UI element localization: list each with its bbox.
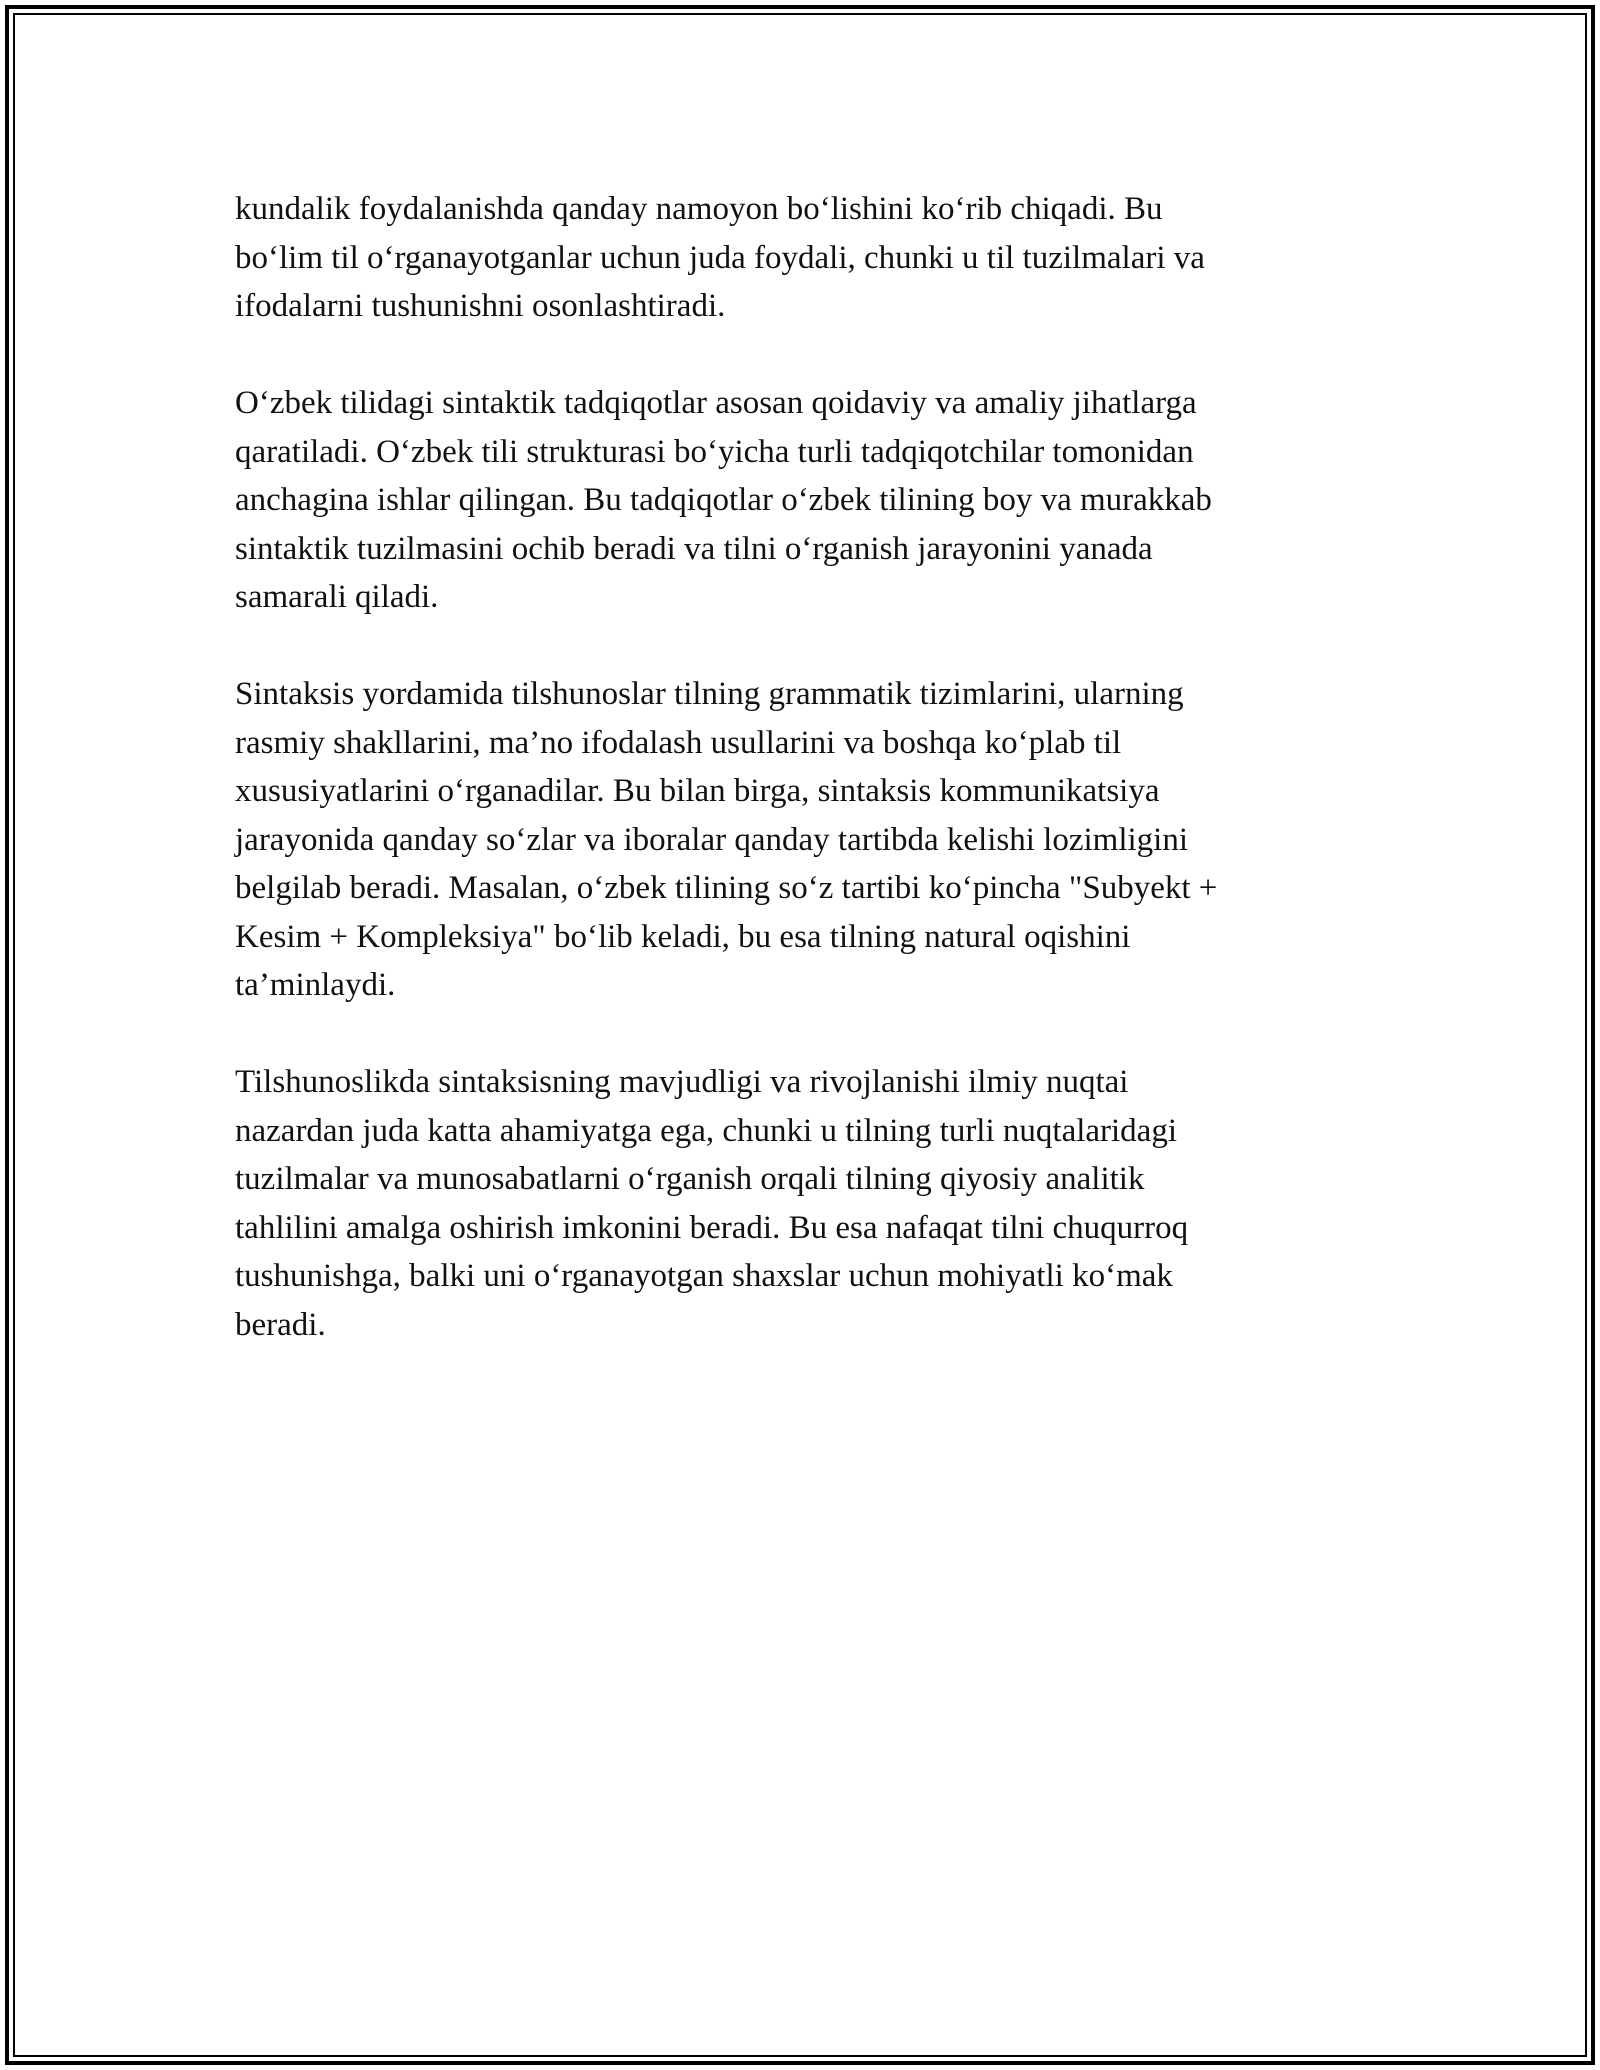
text-line: tuzilmalar va munosabatlarni o‘rganish orqali tilning qiyosiy analitik	[235, 1161, 1145, 1197]
text-line: ta’minlaydi.	[235, 967, 396, 1003]
text-line: nazardan juda katta ahamiyatga ega, chunki u tilning turli nuqtalaridagi	[235, 1112, 1177, 1149]
text-line: kundalik foydalanishda qanday namoyon bo‘lishini ko‘rib chiqadi. Bu	[235, 191, 1163, 227]
text-line: xususiyatlarini o‘rganadilar. Bu bilan birga, sintaksis kommunikatsiya	[235, 773, 1160, 809]
document-body	[235, 185, 1370, 1398]
text-line: O‘zbek tilidagi sintaktik tadqiqotlar asosan qoidaviy va amaliy jihatlarga	[235, 385, 1197, 421]
paragraph-4	[235, 1058, 1370, 1349]
text-line: bo‘lim til o‘rganayotganlar uchun juda foydali, chunki u til tuzilmalari va	[235, 239, 1205, 276]
text-line: beradi.	[235, 1306, 326, 1343]
text-line: sintaktik tuzilmasini ochib beradi va tilni o‘rganish jarayonini yanada	[235, 530, 1153, 567]
text-line: Sintaksis yordamida tilshunoslar tilning grammatik tizimlarini, ularning	[235, 676, 1184, 712]
paragraph-3	[235, 670, 1370, 1010]
text-line: jarayonida qanday so‘zlar va iboralar qanday tartibda kelishi lozimligini	[235, 821, 1189, 858]
text-line: anchagina ishlar qilingan. Bu tadqiqotlar o‘zbek tilining boy va murakkab	[235, 482, 1212, 518]
text-line: Kesim + Kompleksiya" bo‘lib keladi, bu esa tilning natural oqishini	[235, 918, 1131, 955]
text-line: belgilab beradi. Masalan, o‘zbek tilining so‘z tartibi ko‘pincha "Subyekt +	[235, 870, 1218, 906]
text-line: tahlilini amalga oshirish imkonini beradi. Bu esa nafaqat tilni chuqurroq	[235, 1209, 1189, 1246]
text-line: qaratiladi. O‘zbek tili strukturasi bo‘yicha turli tadqiqotchilar tomonidan	[235, 433, 1194, 470]
text-line: tushunishga, balki uni o‘rganayotgan shaxslar uchun mohiyatli ko‘mak	[235, 1258, 1173, 1294]
paragraph-1	[235, 185, 1370, 331]
text-line: samarali qiladi.	[235, 579, 439, 615]
text-line: rasmiy shakllarini, ma’no ifodalash usullarini va boshqa ko‘plab til	[235, 724, 1122, 761]
text-line: ifodalarni tushunishni osonlashtiradi.	[235, 288, 726, 324]
text-line: Tilshunoslikda sintaksisning mavjudligi va rivojlanishi ilmiy nuqtai	[235, 1064, 1129, 1100]
paragraph-2	[235, 379, 1370, 622]
